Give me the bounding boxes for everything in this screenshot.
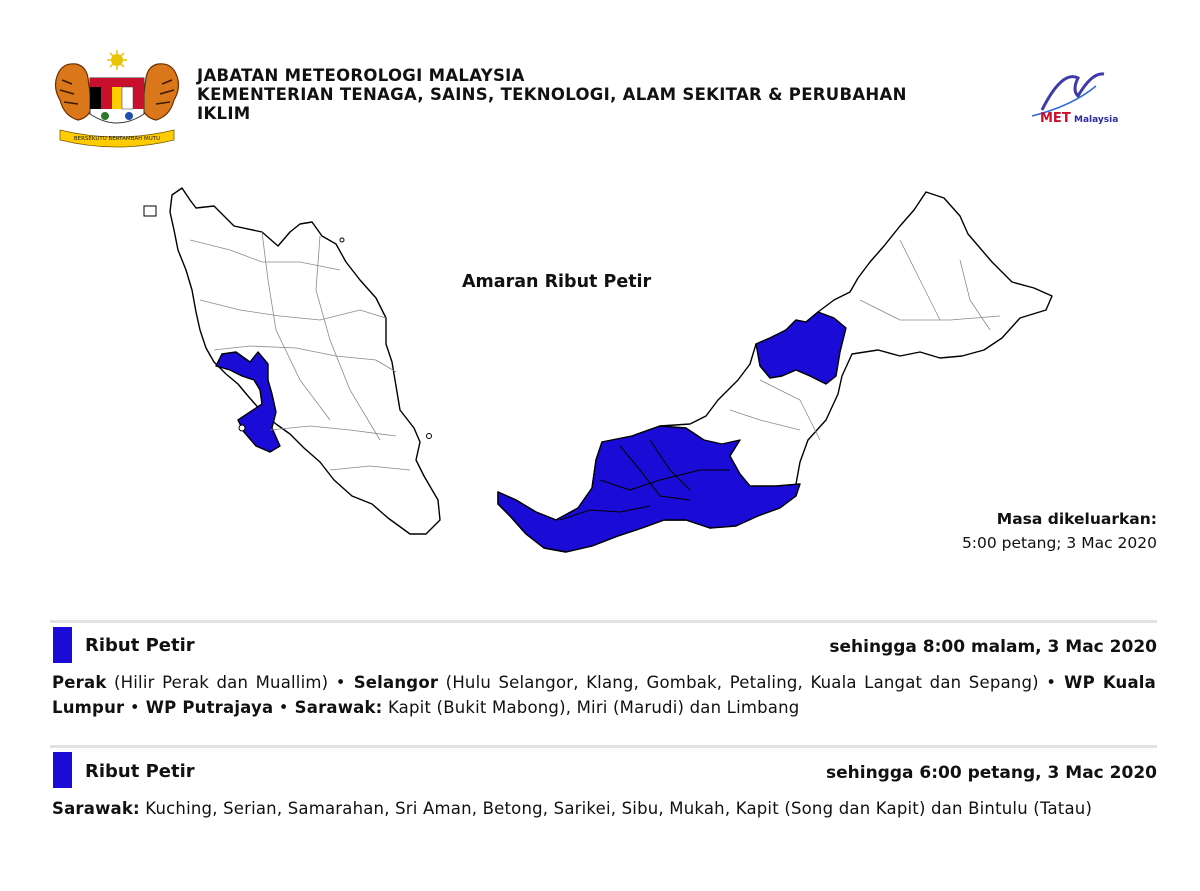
issued-time: 5:00 petang; 3 Mac 2020: [961, 534, 1157, 552]
district-list: Kapit (Bukit Mabong), Miri (Marudi) dan Limbang: [382, 698, 800, 717]
coat-motto: BERSEKUTU BERTAMBAH MUTU: [73, 136, 161, 142]
warning-color-swatch: [53, 627, 72, 663]
malaysia-coat-of-arms-icon: [50, 50, 184, 148]
ministry-name-line2: IKLIM: [197, 104, 251, 123]
issued-time-block: [962, 507, 1157, 555]
bullet-separator: •: [335, 673, 346, 692]
peninsular-malaysia: [170, 188, 440, 534]
logo-met-text: MET: [1040, 111, 1071, 126]
state-name: Sarawak:: [52, 799, 140, 818]
district-list: (Hilir Perak dan Muallim): [106, 673, 336, 692]
state-name: WP Putrajaya: [139, 698, 274, 717]
state-name: Perak: [52, 673, 107, 692]
warning-areas: [52, 670, 1156, 720]
warning-title: Ribut Petir: [85, 761, 195, 782]
district-list: (Hulu Selangor, Klang, Gombak, Petaling, Kuala Langat dan Sepang): [438, 673, 1047, 692]
divider: [50, 745, 1157, 748]
bullet-separator: •: [129, 698, 140, 717]
state-name: WP Kuala Lumpur: [52, 673, 1156, 717]
bullet-separator: •: [1046, 673, 1057, 692]
warning-valid-until: sehingga 8:00 malam, 3 Mac 2020: [829, 637, 1157, 657]
district-list: Kuching, Serian, Samarahan, Sri Aman, Betong, Sarikei, Sibu, Mukah, Kapit (Song dan Kapit) dan Bintulu (Tatau): [139, 799, 1093, 818]
bullet-separator: •: [278, 698, 289, 717]
divider: [50, 620, 1157, 623]
agency-name: JABATAN METEOROLOGI MALAYSIA: [197, 66, 525, 85]
state-name: Sarawak:: [288, 698, 383, 717]
issued-label: Masa dikeluarkan:: [996, 510, 1157, 528]
warning-valid-until: sehingga 6:00 petang, 3 Mac 2020: [825, 763, 1157, 783]
state-name: Selangor: [345, 673, 439, 692]
header: [50, 50, 1160, 150]
warning-color-swatch: [53, 752, 72, 788]
header-titles: [197, 66, 907, 123]
met-malaysia-logo: [1022, 68, 1152, 128]
ministry-name-line1: KEMENTERIAN TENAGA, SAINS, TEKNOLOGI, ALAM SEKITAR & PERUBAHAN: [197, 85, 907, 104]
logo-malaysia-text: Malaysia: [1074, 115, 1119, 125]
warning-title: Ribut Petir: [85, 635, 195, 656]
warning-areas: [52, 796, 1156, 821]
map-title: Amaran Ribut Petir: [462, 272, 652, 292]
